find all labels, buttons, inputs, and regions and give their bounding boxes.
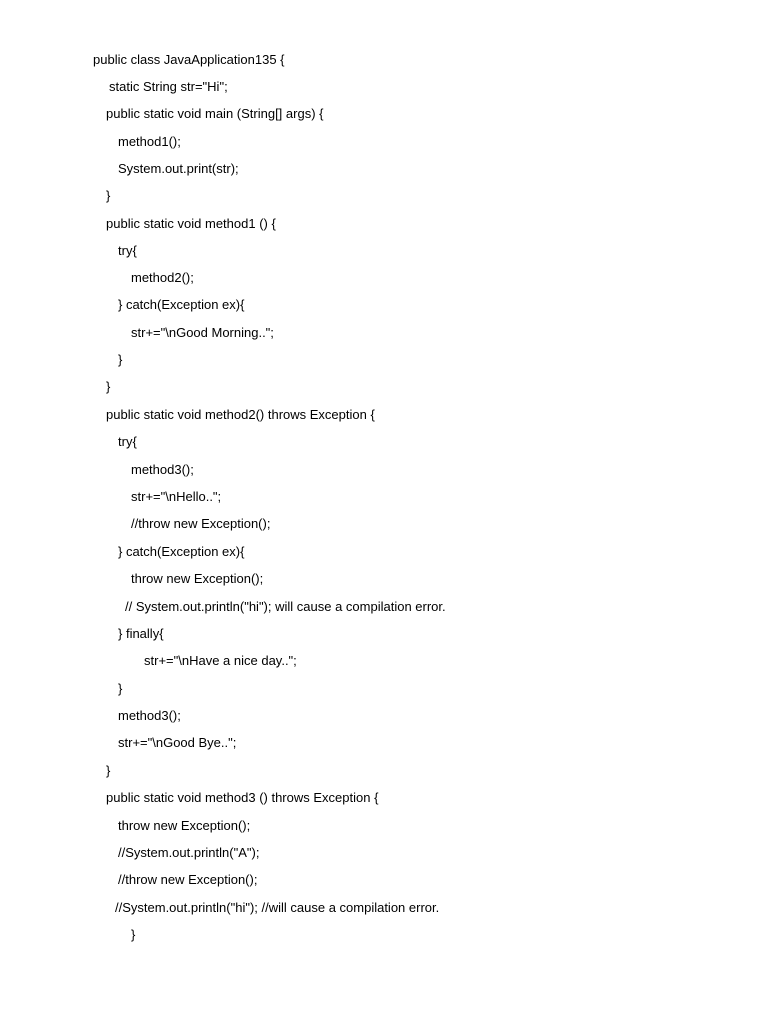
code-line: try{ xyxy=(118,434,137,449)
code-line: } xyxy=(106,188,111,203)
code-line: } xyxy=(118,352,123,367)
code-line: //System.out.println("hi"); //will cause a compilation error. xyxy=(115,900,440,915)
code-line: method3(); xyxy=(118,708,181,723)
code-line: method1(); xyxy=(118,134,181,149)
code-line: public static void method2() throws Exception { xyxy=(106,407,375,422)
code-line: throw new Exception(); xyxy=(131,571,264,586)
code-line: public static void main (String[] args) { xyxy=(106,106,324,121)
code-line: } xyxy=(106,763,111,778)
code-line: //System.out.println("A"); xyxy=(118,845,260,860)
code-line: str+="\nGood Morning.."; xyxy=(131,325,274,340)
code-line: try{ xyxy=(118,243,137,258)
code-line: method2(); xyxy=(131,270,194,285)
code-line: } xyxy=(118,681,123,696)
code-line: static String str="Hi"; xyxy=(109,79,228,94)
code-line: //throw new Exception(); xyxy=(131,516,271,531)
code-line: public static void method3 () throws Exception { xyxy=(106,790,379,805)
code-line: System.out.print(str); xyxy=(118,161,239,176)
code-line: method3(); xyxy=(131,462,194,477)
code-line: str+="\nGood Bye.."; xyxy=(118,735,237,750)
code-line: public class JavaApplication135 { xyxy=(93,52,285,67)
code-line: } xyxy=(106,379,111,394)
code-line: throw new Exception(); xyxy=(118,818,251,833)
code-line: } xyxy=(131,927,136,942)
code-line: // System.out.println("hi"); will cause a compilation error. xyxy=(125,599,446,614)
code-line: //throw new Exception(); xyxy=(118,872,258,887)
code-line: str+="\nHave a nice day.."; xyxy=(144,653,297,668)
code-line: } catch(Exception ex){ xyxy=(118,297,245,312)
code-line: } finally{ xyxy=(118,626,164,641)
code-line: str+="\nHello.."; xyxy=(131,489,222,504)
code-line: } catch(Exception ex){ xyxy=(118,544,245,559)
code-line: public static void method1 () { xyxy=(106,216,276,231)
